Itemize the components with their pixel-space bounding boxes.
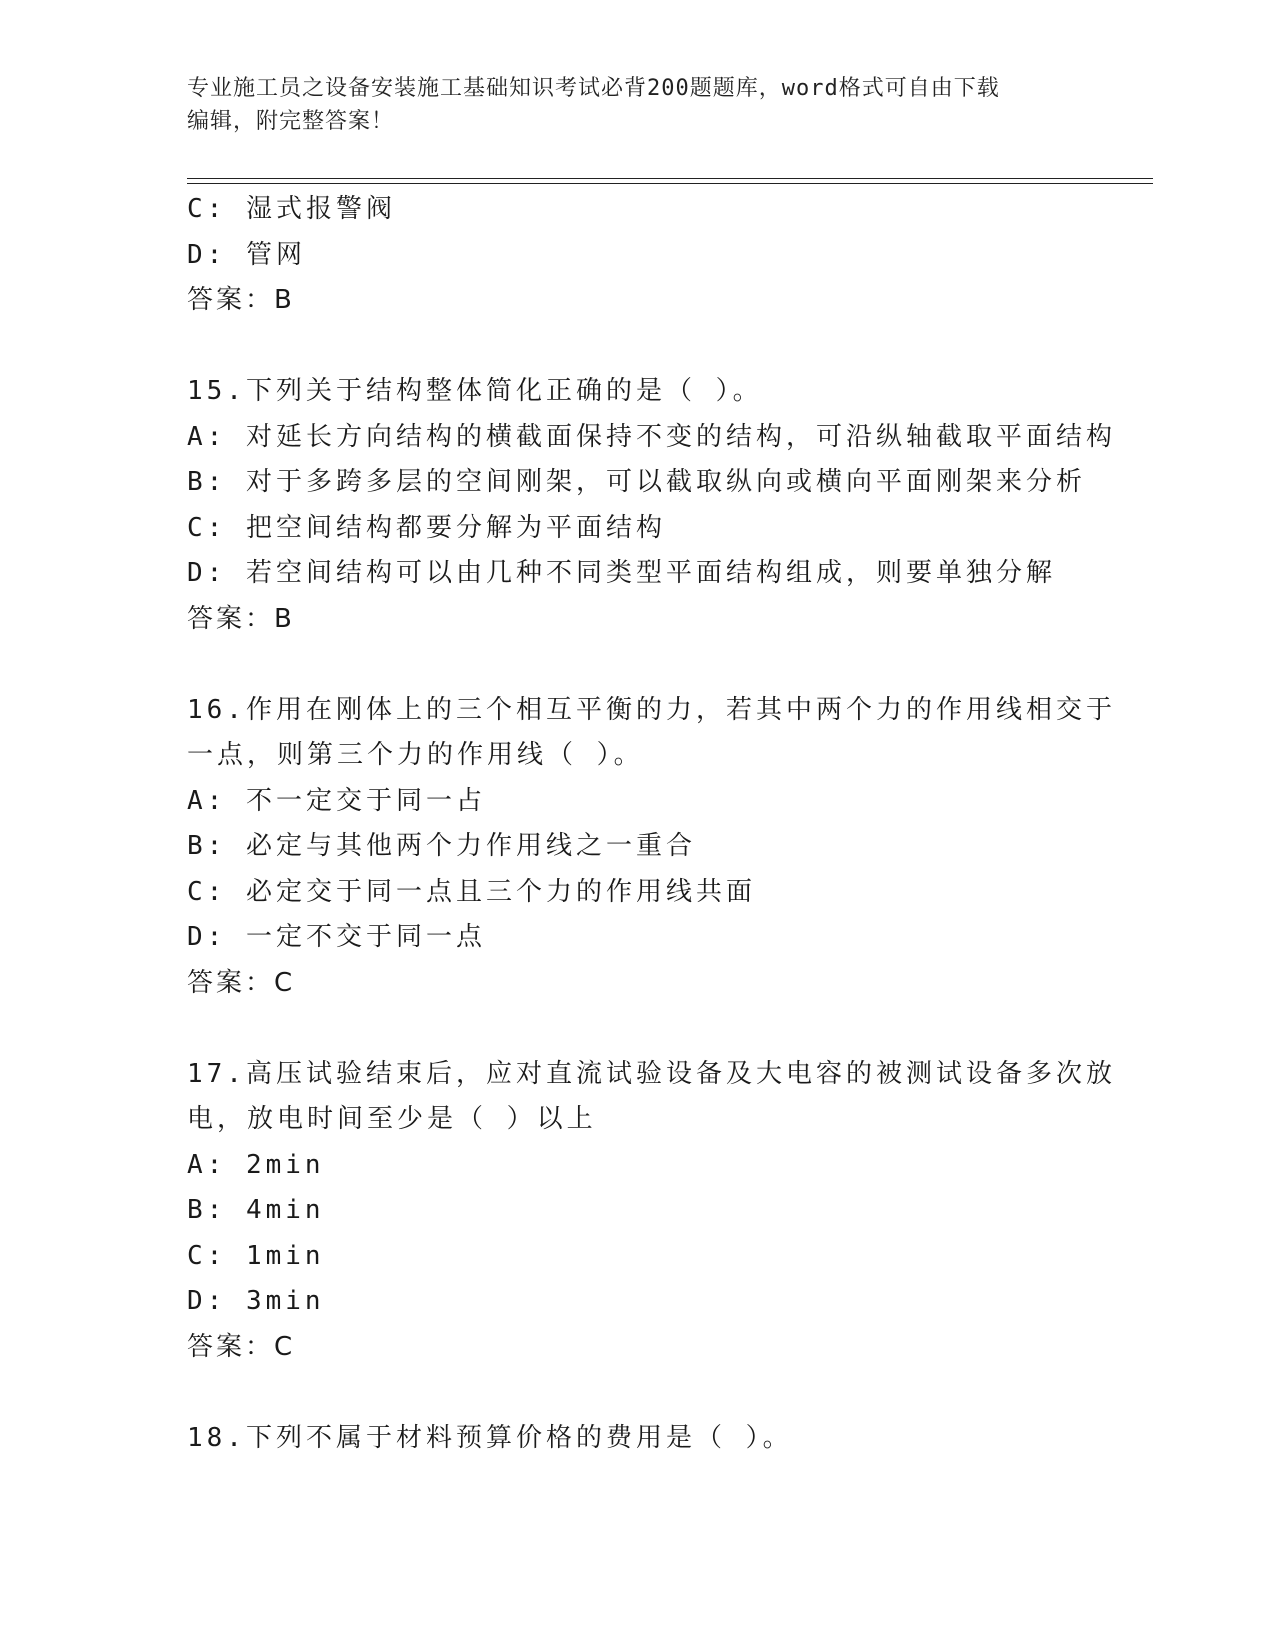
- header-line-1: 专业施工员之设备安装施工基础知识考试必背200题题库，word格式可自由下载: [187, 76, 1000, 101]
- option-c: C: 1min: [187, 1240, 325, 1271]
- option-d: D: 若空间结构可以由几种不同类型平面结构组成，则要单独分解: [187, 558, 1056, 588]
- option-d: D: 3min: [187, 1286, 325, 1316]
- option-b: B: 4min: [187, 1195, 325, 1225]
- answer-text: 答案：C: [187, 1331, 296, 1362]
- option-a: A: 不一定交于同一占: [187, 785, 486, 816]
- option-c: C: 必定交于同一点且三个力的作用线共面: [187, 876, 756, 907]
- spacer: [187, 1006, 1087, 1052]
- answer-text: 答案：B: [187, 603, 295, 634]
- question-block-17: [187, 1052, 1116, 1371]
- question-text-line-1: 16.作用在刚体上的三个相互平衡的力，若其中两个力的作用线相交于: [187, 694, 1116, 725]
- answer-text: 答案：C: [187, 967, 296, 998]
- spacer: [187, 1370, 1087, 1416]
- spacer: [187, 324, 1087, 370]
- header-rule-bottom: [187, 183, 1153, 184]
- question-text: 15.下列关于结构整体简化正确的是（ ）。: [187, 376, 763, 406]
- option-a: A: 2min: [187, 1149, 325, 1180]
- question-text-line-2: 电，放电时间至少是（ ）以上: [187, 1104, 597, 1134]
- answer-text: 答案：B: [187, 285, 295, 315]
- option-a: A: 对延长方向结构的横截面保持不变的结构，可沿纵轴截取平面结构: [187, 421, 1116, 452]
- header-rule-top: [187, 178, 1153, 179]
- question-block-continued: [187, 187, 1087, 324]
- question-block-18: [187, 1416, 1087, 1462]
- option-c: C: 湿式报警阀: [187, 194, 396, 224]
- question-block-16: [187, 688, 1116, 1007]
- spacer: [187, 642, 1087, 688]
- option-b: B: 对于多跨多层的空间刚架，可以截取纵向或横向平面刚架来分析: [187, 467, 1086, 497]
- question-block-15: [187, 369, 1116, 642]
- question-text-line-2: 一点，则第三个力的作用线（ ）。: [187, 740, 644, 770]
- question-content: [187, 187, 1116, 1461]
- question-text: 18.下列不属于材料预算价格的费用是（ ）。: [187, 1422, 793, 1453]
- question-text-line-1: 17.高压试验结束后，应对直流试验设备及大电容的被测试设备多次放: [187, 1058, 1116, 1089]
- option-b: B: 必定与其他两个力作用线之一重合: [187, 831, 696, 861]
- option-d: D: 管网: [187, 239, 306, 270]
- option-c: C: 把空间结构都要分解为平面结构: [187, 512, 666, 543]
- header-line-2: 编辑，附完整答案！: [187, 109, 395, 134]
- page-header: [187, 72, 1087, 138]
- option-d: D: 一定不交于同一点: [187, 922, 486, 952]
